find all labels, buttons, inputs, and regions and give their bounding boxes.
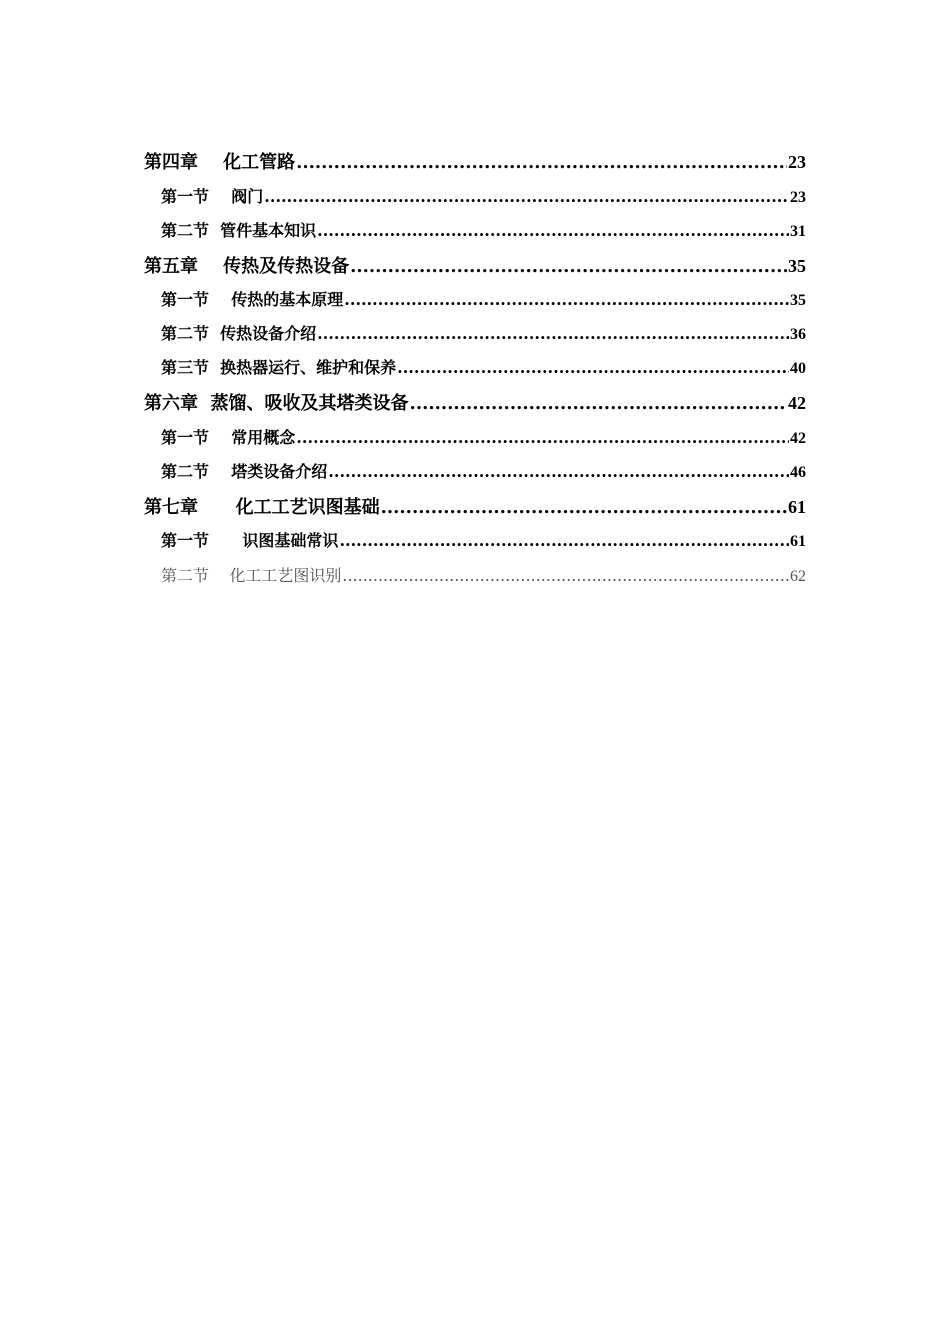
toc-entry-chapter-5[interactable]: [144, 252, 806, 278]
toc-entry-title: 第二节 塔类设备介绍: [161, 462, 328, 481]
toc-entry-title: 第一节 阀门: [161, 187, 264, 206]
toc-entry-title: 第五章 传热及传热设备: [144, 256, 350, 277]
toc-entry-title: 第七章 化工工艺识图基础: [144, 497, 380, 518]
toc-entry-page-number: 40: [790, 360, 806, 377]
toc-entry-title: 第六章 蒸馏、吸收及其塔类设备: [144, 393, 409, 414]
toc-entry-section-5-1[interactable]: [161, 287, 806, 310]
toc-entry-section-6-1[interactable]: [161, 425, 806, 448]
dot-leader: [350, 256, 787, 277]
toc-entry-page-number: 35: [790, 292, 806, 309]
toc-entry-page-number: 31: [790, 223, 806, 240]
toc-entry-page-number: 36: [790, 326, 806, 343]
dot-leader: [264, 187, 789, 206]
toc-entry-title: 第一节 传热的基本原理: [161, 290, 344, 309]
dot-leader: [397, 358, 789, 377]
dot-leader: [344, 290, 789, 309]
toc-entry-chapter-7[interactable]: [144, 493, 806, 519]
toc-entry-section-4-2[interactable]: [161, 218, 806, 241]
toc-entry-page-number: 42: [788, 393, 806, 413]
toc-entry-title: 第二节 化工工艺图识别: [161, 566, 342, 585]
dot-leader: [342, 566, 789, 585]
dot-leader: [410, 393, 787, 414]
toc-entry-section-6-2[interactable]: [161, 459, 806, 482]
dot-leader: [328, 462, 789, 481]
toc-entry-page-number: 46: [790, 464, 806, 481]
toc-entry-title: 第一节 常用概念: [161, 428, 296, 447]
toc-entry-section-5-2[interactable]: [161, 321, 806, 344]
toc-entry-section-5-3[interactable]: [161, 355, 806, 378]
dot-leader: [296, 428, 789, 447]
toc-entry-page-number: 23: [790, 189, 806, 206]
toc-entry-title: 第四章 化工管路: [144, 152, 296, 173]
toc-entry-chapter-6[interactable]: [144, 389, 806, 415]
toc-entry-section-4-1[interactable]: [161, 184, 806, 207]
toc-entry-page-number: 42: [790, 430, 806, 447]
toc-entry-title: 第一节 识图基础常识: [161, 531, 339, 550]
dot-leader: [317, 324, 789, 343]
toc-entry-page-number: 61: [790, 533, 806, 550]
toc-entry-section-7-1[interactable]: [161, 528, 806, 551]
dot-leader: [381, 497, 787, 518]
toc-entry-page-number: 23: [788, 152, 806, 172]
dot-leader: [339, 531, 789, 550]
toc-entry-title: 第二节 管件基本知识: [161, 221, 317, 240]
toc-entry-title: 第二节 传热设备介绍: [161, 324, 317, 343]
toc-entry-title: 第三节 换热器运行、维护和保养: [161, 358, 397, 377]
dot-leader: [317, 221, 789, 240]
toc-entry-section-7-2[interactable]: [161, 563, 806, 586]
toc-entry-page-number: 62: [790, 568, 806, 585]
dot-leader: [296, 152, 787, 173]
toc-entry-page-number: 61: [788, 497, 806, 517]
toc-entry-page-number: 35: [788, 256, 806, 276]
toc-entry-chapter-4[interactable]: [144, 148, 806, 174]
